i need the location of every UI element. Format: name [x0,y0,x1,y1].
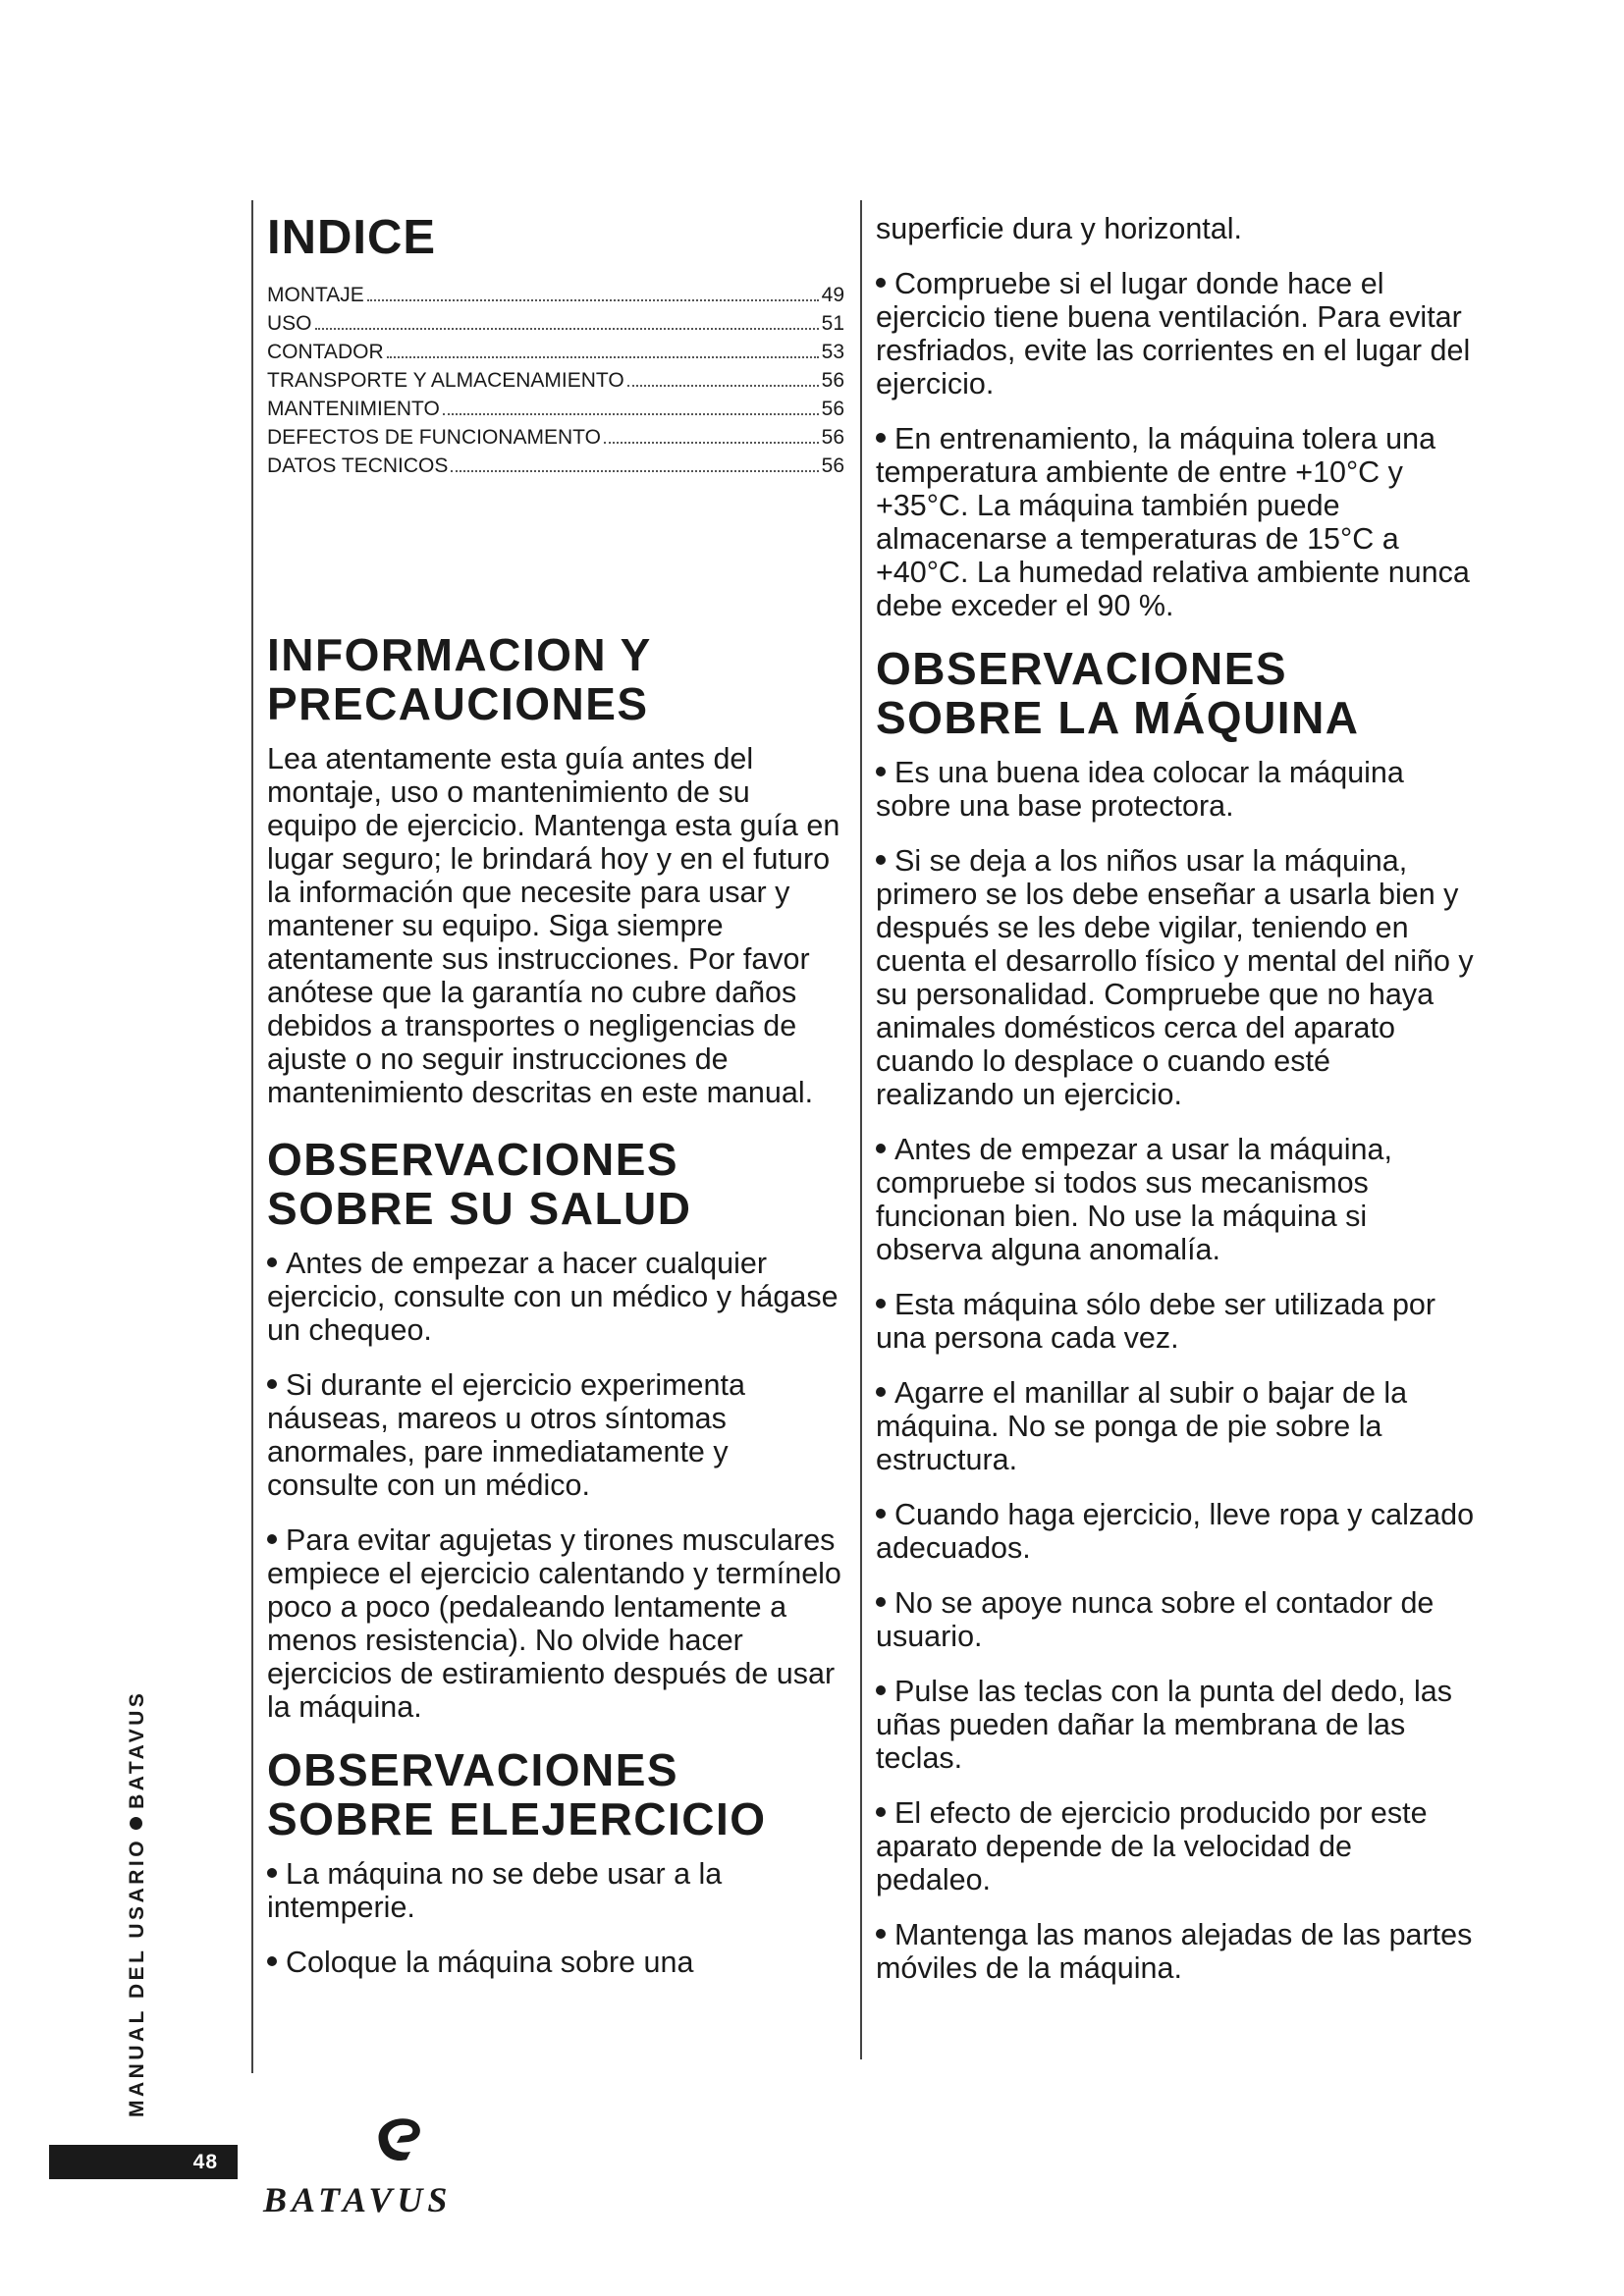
toc-leader [627,385,819,387]
maquina-item-text: Si se deja a los niños usar la máquina, primero se los debe enseñar a usarla bien y después se les debe vigilar, teniendo en cuenta el desarrollo físico y mental del niño y su personalidad. Compruebe que no haya animales domésticos cerca del aparato cuando lo desplace o cuando esté realizando un ejercicio. [876,844,1474,1111]
page-number: 48 [49,2145,238,2179]
maquina-title [876,644,1475,742]
table-of-contents [267,281,844,480]
toc-entry[interactable] [267,423,844,452]
bullet-icon [876,433,886,443]
bullet-icon [876,767,886,776]
info-title-line1: INFORMACION Y [267,629,652,680]
indice-section [267,212,844,480]
toc-page: 56 [821,369,844,392]
salud-item [267,1523,844,1724]
maquina-item [876,756,1475,823]
ejercicio-section [267,1745,844,1979]
ejercicio-item [267,1857,844,1924]
right-column [876,212,1475,2006]
toc-entry[interactable] [267,366,844,395]
info-section [267,630,844,1109]
indice-title: INDICE [267,211,437,264]
maquina-item-text: Agarre el manillar al subir o bajar de la máquina. No se ponga de pie sobre la estructura. [876,1376,1408,1476]
maquina-item-text: Mantenga las manos alejadas de las partes móviles de la máquina. [876,1918,1473,1985]
ejercicio-title-line2: SOBRE ELEJERCICIO [267,1793,767,1844]
maquina-title-line2: SOBRE LA MÁQUINA [876,692,1360,743]
salud-item-text: Antes de empezar a hacer cualquier ejercicio, consulte con un médico y hágase un chequeo. [267,1247,839,1347]
ejercicio-item-text: Coloque la máquina sobre una [286,1946,694,1979]
toc-label: MANTENIMIENTO [267,398,440,420]
toc-entry[interactable] [267,338,844,366]
toc-entry[interactable] [267,395,844,423]
ejercicio-item-text: La máquina no se debe usar a la intemperie. [267,1857,723,1924]
side-dot-icon [130,1817,142,1830]
toc-leader [451,470,818,472]
brand-wordmark: BATAVUS [263,2180,453,2219]
bullet-icon [267,1956,277,1966]
bullet-icon [876,1299,886,1308]
ejercicio-title-line1: OBSERVACIONES [267,1744,679,1795]
toc-page: 56 [821,398,844,420]
ejercicio-item [267,1946,844,1979]
maquina-item [876,844,1475,1111]
maquina-item [876,1288,1475,1355]
toc-label: CONTADOR [267,341,384,363]
toc-page: 53 [821,341,844,363]
maquina-item-text: Es una buena idea colocar la máquina sobre una base protectora. [876,756,1404,823]
maquina-item-text: Antes de empezar a usar la máquina, compruebe si todos sus mecanismos funcionan bien. No use la máquina si observa alguna anomalía. [876,1133,1392,1266]
side-label-right: BATAVUS [126,1689,148,1809]
bullet-icon [876,1144,886,1153]
maquina-item-text: No se apoye nunca sobre el contador de usuario. [876,1586,1435,1653]
side-label-left: MANUAL DEL USARIO [126,1837,148,2117]
salud-item [267,1247,844,1347]
maquina-item [876,1498,1475,1565]
salud-item-text: Si durante el ejercicio experimenta náuseas, mareos u otros síntomas anormales, pare inmediatamente y consulte con un médico. [267,1368,745,1502]
toc-label: USO [267,312,312,335]
bullet-icon [876,855,886,865]
side-manual-label [126,1690,149,2117]
bullet-icon [267,1868,277,1878]
toc-leader [443,413,819,415]
bullet-icon [267,1534,277,1544]
info-paragraph: Lea atentamente esta guía antes del montaje, uso o mantenimiento de su equipo de ejercicio. Mantenga esta guía en lugar seguro; le brindará hoy y en el futuro la información que necesite para usar y mantener su equipo. Siga siempre atentamente sus instrucciones. Por favor anótese que la garantía no cubre daños debidos a transportes o negligencias de ajuste o no seguir instrucciones de mantenimiento descritas en este manual. [267,742,840,1109]
maquina-title-line1: OBSERVACIONES [876,643,1288,694]
toc-entry[interactable] [267,309,844,338]
ejercicio-continued: superficie dura y horizontal. [876,212,1242,245]
toc-leader [387,356,819,358]
ejercicio-title [267,1745,844,1843]
bullet-icon [876,1807,886,1817]
maquina-item [876,1376,1475,1476]
toc-page: 51 [821,312,844,335]
bullet-icon [876,1929,886,1939]
salud-section [267,1135,844,1724]
bullet-icon [876,1685,886,1695]
maquina-item [876,1918,1475,1985]
toc-leader [367,299,819,301]
toc-page: 56 [821,454,844,477]
maquina-item [876,1675,1475,1775]
info-title-line2: PRECAUCIONES [267,678,649,729]
toc-page: 56 [821,426,844,449]
ejercicio-item [876,267,1475,400]
toc-entry[interactable] [267,452,844,480]
info-title [267,630,844,728]
toc-leader [604,442,819,444]
toc-label: DATOS TECNICOS [267,454,449,477]
batavus-logo-icon [371,2112,428,2163]
maquina-section [876,644,1475,1985]
bullet-icon [876,1387,886,1397]
salud-item-text: Para evitar agujetas y tirones musculares empiece el ejercicio calentando y termínelo poco a poco (pedaleando lentamente a menos resistencia). No olvide hacer ejercicios de estiramiento después de usar la máquina. [267,1523,841,1724]
toc-leader [315,328,819,330]
maquina-item [876,1586,1475,1653]
maquina-item-text: El efecto de ejercicio producido por este aparato depende de la velocidad de pedaleo. [876,1796,1428,1896]
maquina-item [876,1133,1475,1266]
left-column [267,212,844,2001]
toc-label: DEFECTOS DE FUNCIONAMENTO [267,426,601,449]
bullet-icon [876,278,886,288]
maquina-item-text: Pulse las teclas con la punta del dedo, las uñas pueden dañar la membrana de las teclas. [876,1675,1453,1775]
toc-entry[interactable] [267,281,844,309]
bullet-icon [876,1597,886,1607]
ejercicio-item [876,422,1475,622]
maquina-item [876,1796,1475,1896]
ejercicio-item-text: Compruebe si el lugar donde hace el ejercicio tiene buena ventilación. Para evitar resfriados, evite las corrientes en el lugar del ejercicio. [876,267,1471,400]
maquina-item-text: Cuando haga ejercicio, lleve ropa y calzado adecuados. [876,1498,1475,1565]
right-column-rule [860,200,862,2059]
toc-label: TRANSPORTE Y ALMACENAMIENTO [267,369,624,392]
salud-title-line1: OBSERVACIONES [267,1134,679,1185]
toc-page: 49 [821,284,844,306]
bullet-icon [267,1257,277,1267]
bullet-icon [876,1509,886,1519]
maquina-item-text: Esta máquina sólo debe ser utilizada por una persona cada vez. [876,1288,1436,1355]
salud-item [267,1368,844,1502]
salud-title-line2: SOBRE SU SALUD [267,1183,692,1234]
left-column-rule [251,200,253,2073]
toc-label: MONTAJE [267,284,364,306]
ejercicio-item-text: En entrenamiento, la máquina tolera una temperatura ambiente de entre +10°C y +35°C. La máquina también puede almacenarse a temperaturas de 15°C a +40°C. La humedad relativa ambiente nunca debe exceder el 90 %. [876,422,1470,622]
salud-title [267,1135,844,1233]
bullet-icon [267,1379,277,1389]
